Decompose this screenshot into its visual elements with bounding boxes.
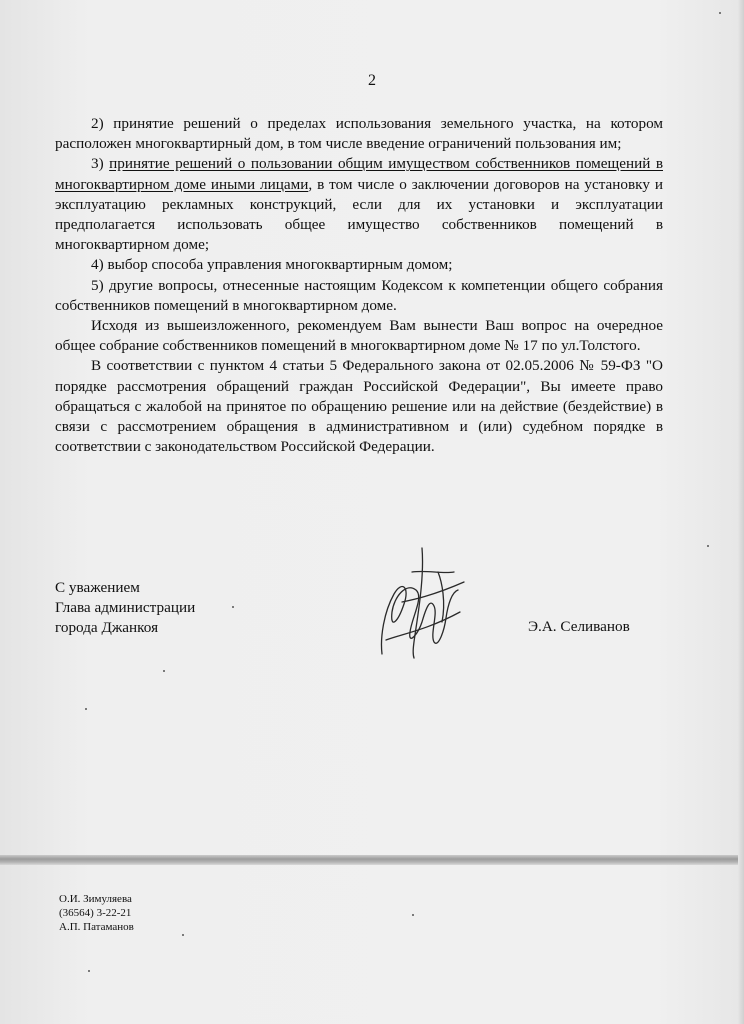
paragraph-appeal-rights: В соответствии с пунктом 4 статьи 5 Федерального закона от 02.05.2006 № 59-ФЗ "О порядке рассмотрения обращений граждан Российской Федерации", Вы имеете право обращаться с жалобой на принятое по обращению решение или на действие (бездействие) в связи с рассмотрением обращения в административном и (или) судебном порядке в соответствии с законодательством Российской Федерации. [55, 357, 663, 456]
scan-speck [163, 670, 165, 672]
closing-position: Глава администрации [55, 599, 196, 616]
paragraph-item-5: 5) другие вопросы, отнесенные настоящим Кодексом к компетенции общего собрания собственников помещений в многоквартирном доме. [55, 276, 663, 314]
closing-regards: С уважением [55, 579, 140, 596]
scan-artifact-band [0, 855, 744, 865]
paragraph-item-2: 2) принятие решений о пределах использования земельного участка, на котором расположен многоквартирный дом, в том числе введение ограничений пользования им; [55, 115, 663, 153]
scan-speck [412, 914, 414, 916]
closing-block [55, 578, 195, 638]
scan-speck [85, 708, 87, 710]
handwritten-signature [372, 542, 470, 662]
scan-speck [232, 606, 234, 608]
paragraph-item-3-prefix: 3) [91, 155, 110, 173]
letter-body [55, 114, 663, 457]
scan-right-edge [738, 0, 744, 1024]
second-person-name: А.П. Патаманов [59, 921, 134, 933]
scan-speck [88, 970, 90, 972]
executor-footer [59, 892, 134, 934]
executor-name: О.И. Зимуляева [59, 893, 132, 905]
scan-speck [707, 545, 709, 547]
signer-name: Э.А. Селиванов [528, 618, 630, 635]
scan-speck [182, 934, 184, 936]
paragraph-item-3 [55, 154, 663, 255]
closing-city: города Джанкоя [55, 619, 159, 636]
scan-speck [719, 12, 721, 14]
page-number: 2 [368, 72, 376, 89]
paragraph-item-4: 4) выбор способа управления многоквартирным домом; [91, 256, 453, 274]
paragraph-item-3-underlined: принятие решений о пользовании общим имуществом собственников помещений в многоквартирном доме иными лицами [55, 155, 663, 193]
paragraph-item-3-suffix: , в том числе о заключении договоров на установку и эксплуатацию рекламных конструкций, если для их установки и эксплуатации предполагается использовать общее имущество собственников помещений в многоквартирном доме; [55, 175, 663, 254]
paragraph-recommendation: Исходя из вышеизложенного, рекомендуем Вам вынести Ваш вопрос на очередное общее собрание собственников помещений в многоквартирном доме № 17 по ул.Толстого. [55, 317, 663, 355]
executor-phone: (36564) 3-22-21 [59, 907, 132, 919]
